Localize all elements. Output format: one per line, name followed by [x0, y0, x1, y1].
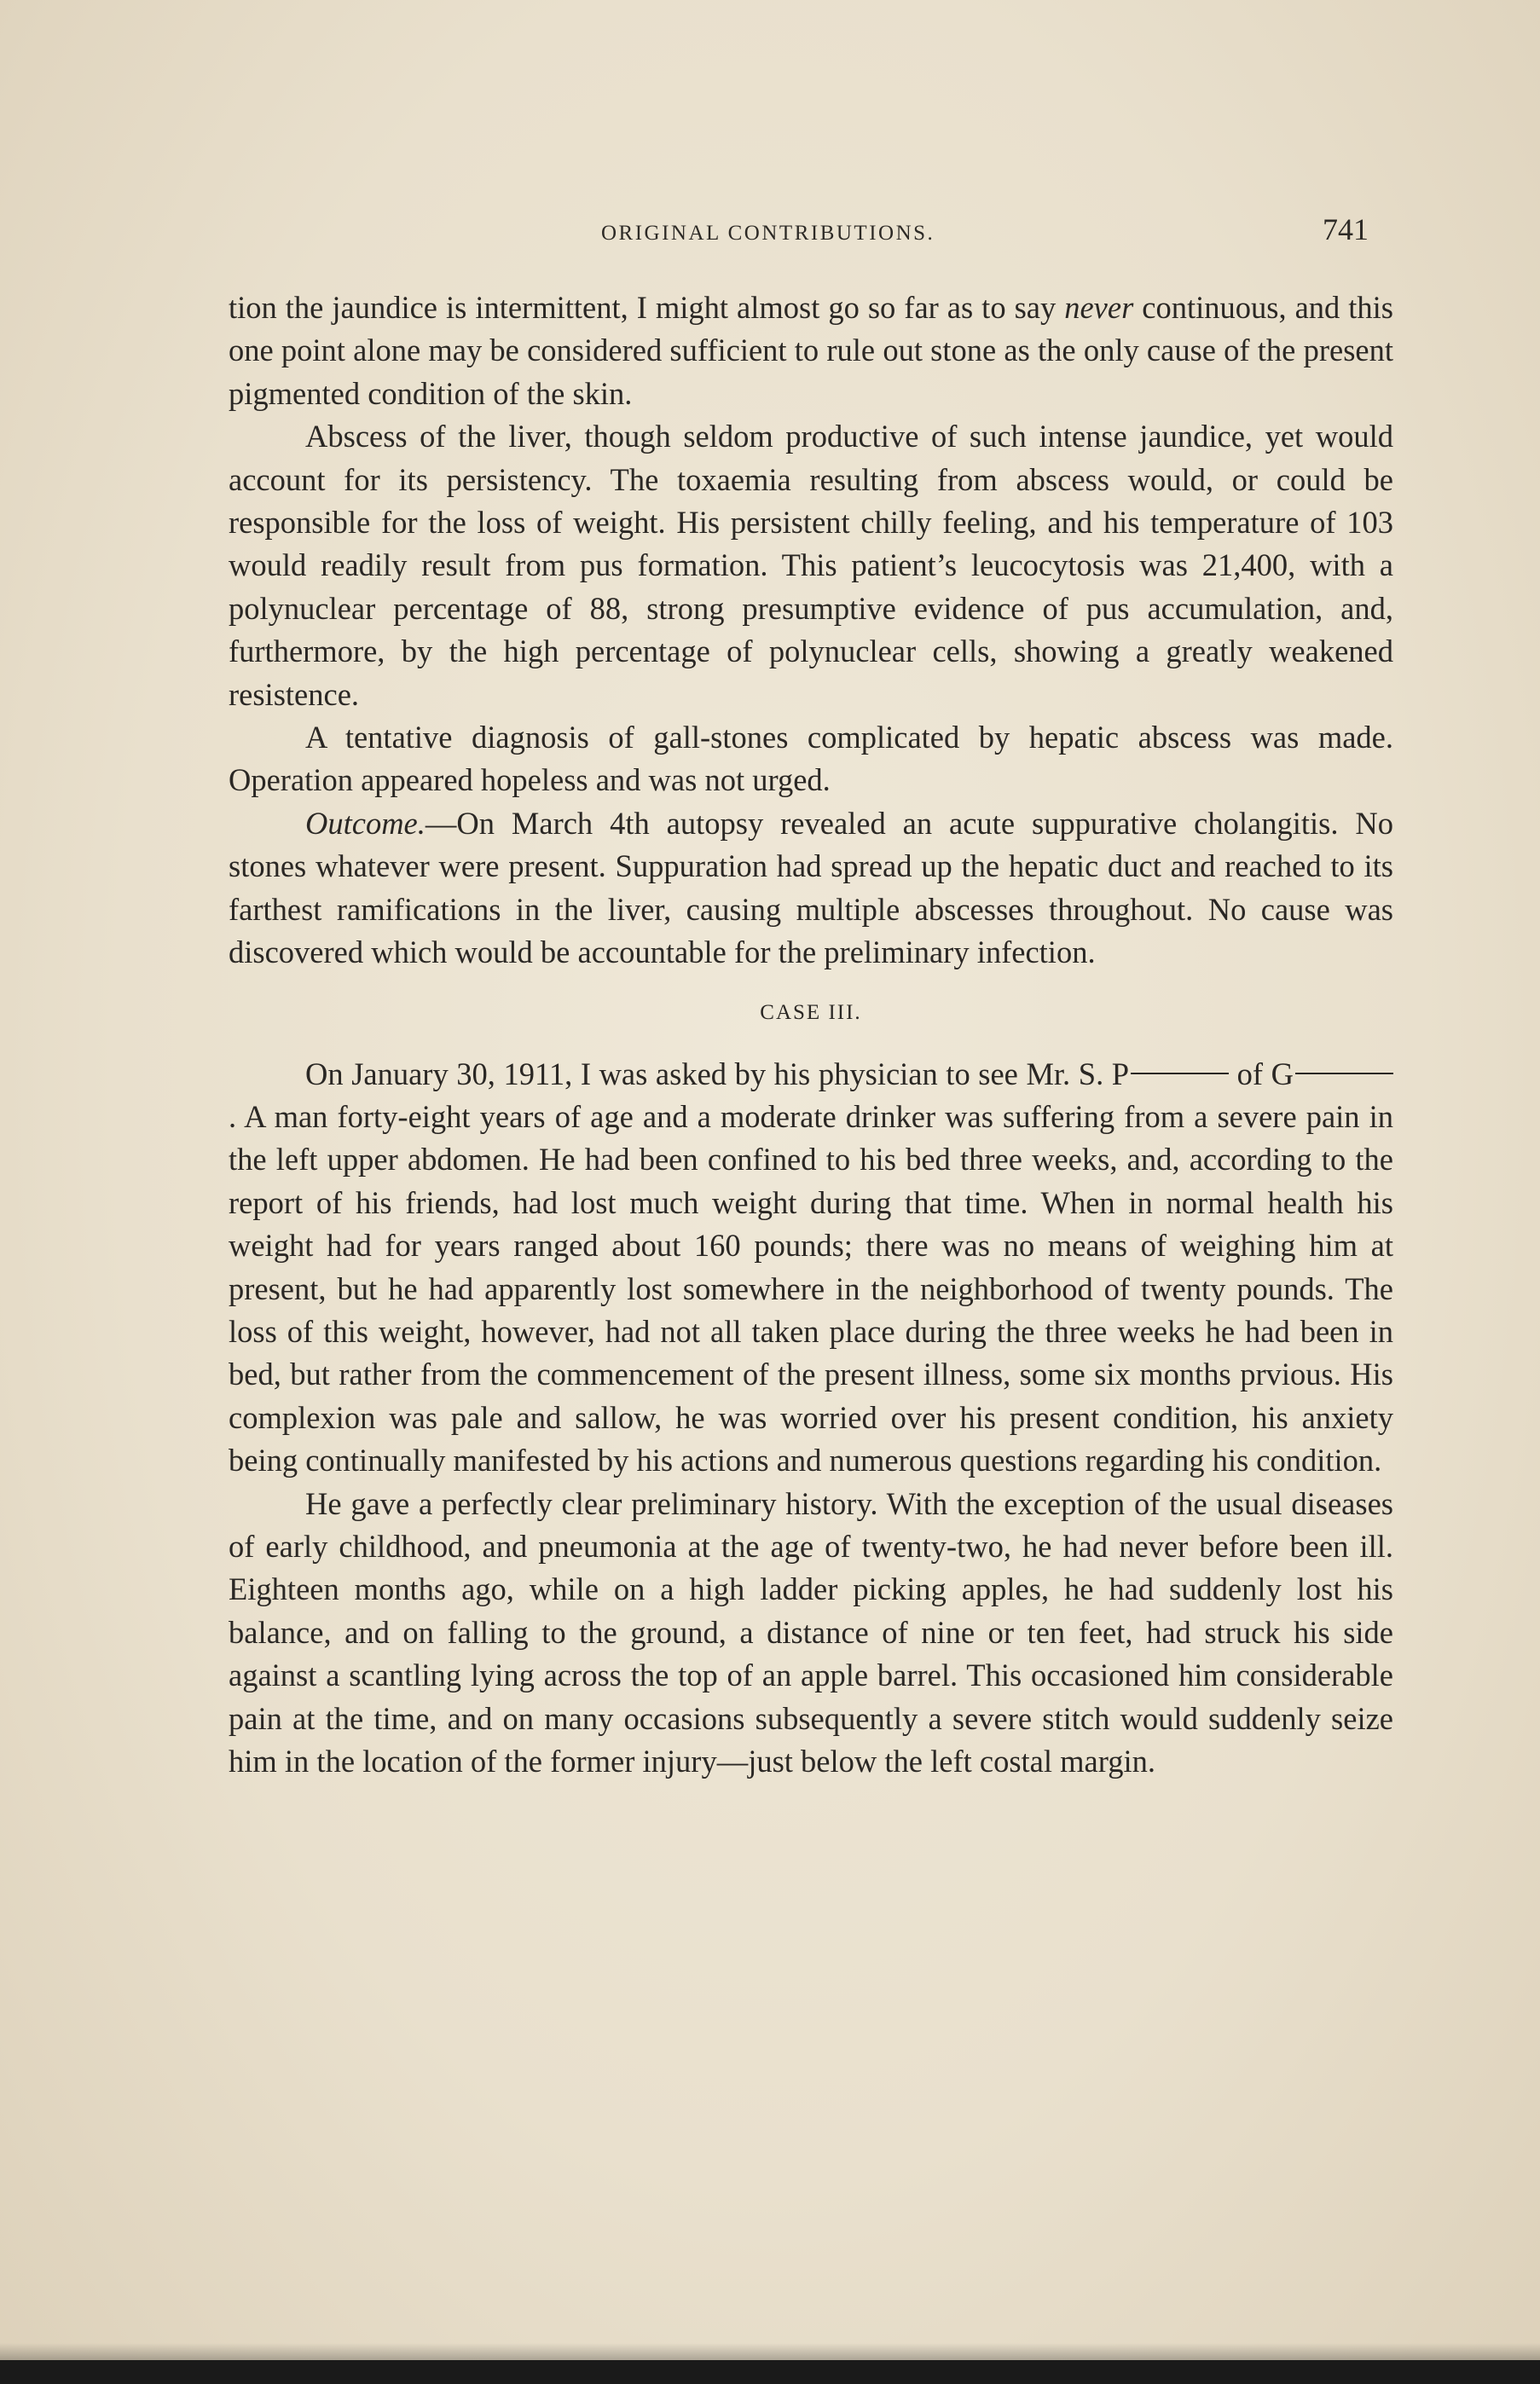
paragraph-text: continuous, and this one point alone may be considered sufficient to rule out stone as the only cause of the present pigmented condition of the skin. [229, 290, 1394, 411]
paragraph-outcome [229, 802, 1393, 975]
redaction-blank [1295, 1073, 1393, 1074]
paragraph-history: He gave a perfectly clear preliminary history. With the exception of the usual diseases of early childhood, and pneumonia at the age of twenty-two, he had never before been ill. Eighteen months ago, while on a high ladder picking apples, he had suddenly lost his balance, and on falling to the ground, a distance of nine or ten feet, had struck his side against a scantling lying across the top of an apple barrel. This occasioned him considerable pain at the time, and on many occasions subsequently a severe stitch would suddenly seize him in the location of the former injury—just below the left costal margin. [229, 1485, 1393, 1779]
body-text [229, 286, 1393, 1783]
paragraph-text: of G [1229, 1056, 1294, 1091]
running-title: ORIGINAL CONTRIBUTIONS. [601, 222, 935, 245]
page-bottom-edge [0, 2360, 1540, 2384]
page-number: 741 [1323, 212, 1369, 246]
outcome-label: Outcome. [305, 805, 426, 841]
paragraph-abscess: Abscess of the liver, though seldom productive of such intense jaundice, yet would account for its persistency. The toxaemia resulting from abscess would, or could be responsible for the loss of weight. His persistent chilly feeling, and his temperature of 103 would readily result from pus formation. This patient’s leucocytosis was 21,400, with a polynuclear percentage of 88, strong presumptive evidence of pus accumulation, and, furthermore, by the high percentage of polynuclear cells, showing a greatly weakened resistence. [229, 419, 1393, 712]
paragraph-text: —On March 4th autopsy revealed an acute suppurative cholangitis. No stones whatever were present. Suppuration had spread up the hepatic duct and reached to its farthest ramifications in the liver, causing multiple abscesses throughout. No cause was discovered which would be accountable for the preliminary infection. [229, 805, 1393, 970]
paragraph-case-intro [229, 1053, 1393, 1483]
running-header [0, 211, 1540, 254]
paragraph-text: On January 30, 1911, I was asked by his physician to see Mr. S. P [305, 1056, 1130, 1091]
redaction-blank [1131, 1073, 1229, 1074]
page-edge-shadow [0, 2343, 1540, 2360]
paragraph-continuation [229, 286, 1393, 415]
paragraph-text: . A man forty-eight years of age and a moderate drinker was suffering from a severe pain in the left upper abdomen. He had been confined to his bed three weeks, and, according to the report of his friends, had lost much weight during that time. When in normal health his weight had for years ranged about 160 pounds; there was no means of weighing him at present, but he had apparently lost somewhere in the neighborhood of twenty pounds. The loss of this weight, however, had not all taken place during the three weeks he had been in bed, but rather from the commencement of the present illness, some six months prvious. His complexion was pale and sallow, he was worried over his present condition, his anxiety being continually manifested by his actions and numerous questions regarding his condition. [229, 1098, 1393, 1478]
paragraph-text: tion the jaundice is intermittent, I might almost go so far as to say [229, 290, 1065, 325]
paragraph-diagnosis: A tentative diagnosis of gall-stones complicated by hepatic abscess was made. Operation appeared hopeless and was not urged. [229, 720, 1393, 798]
case-heading: CASE III. [760, 1000, 862, 1024]
italic-emphasis: never [1064, 290, 1134, 325]
